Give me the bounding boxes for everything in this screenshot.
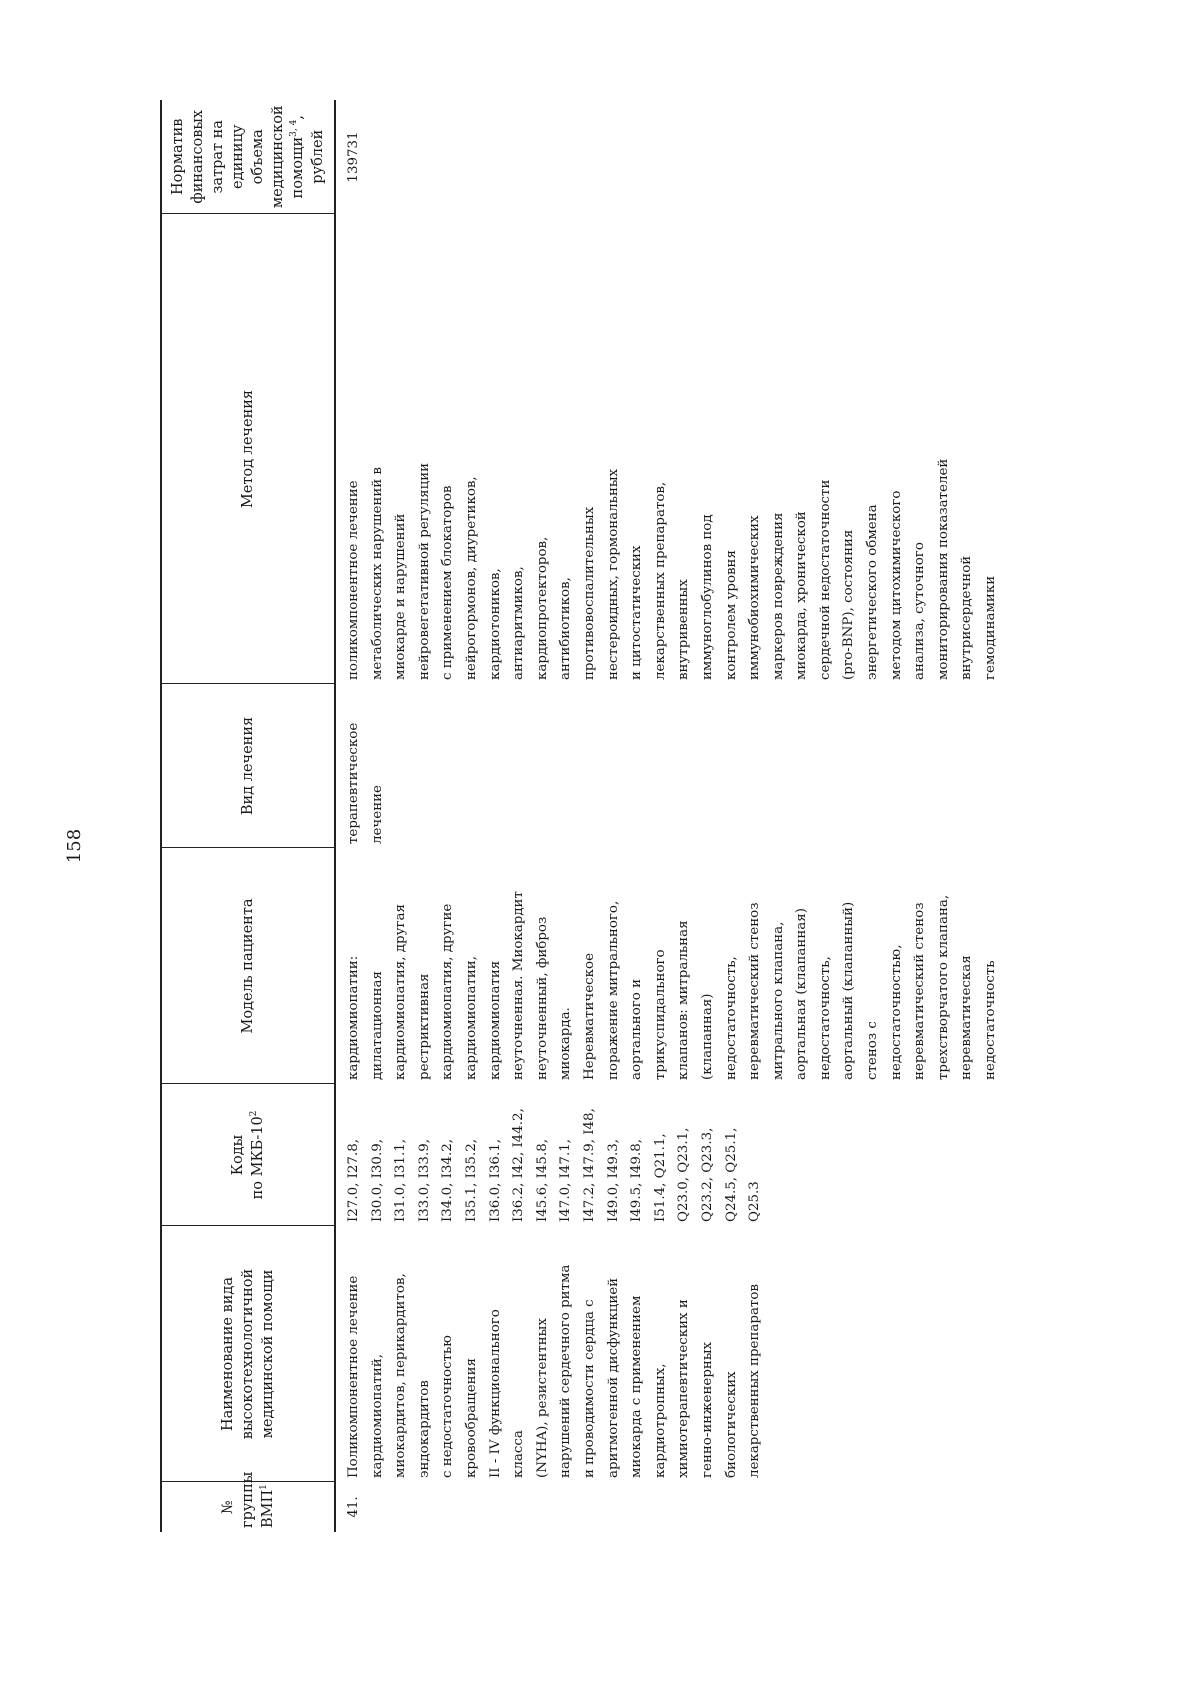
cell-line: кардиомиопатии: [346,955,361,1080]
cell-line: иммунобиохимических [747,515,763,680]
cell-line: (pro-BNP), состояния [841,529,857,680]
cell-line: гемодинамики [983,575,999,680]
cell-line: метаболических нарушений в [369,467,385,680]
cell-line: кардиотропных, [652,1363,668,1478]
cell-line: внутривенных [676,579,692,680]
cell-line: антиаритмиков, [511,566,527,680]
cell-line: стеноз с [865,1021,881,1080]
cell-line: с применением блокаторов [440,485,456,680]
cell-line: I49.0, I49.3, [605,1139,621,1222]
cell-line: аритмогенной дисфункцией [605,1277,621,1478]
cell-line: Q25.3 [747,1181,763,1222]
cell-line: миокардитов, перикардитов, [393,1273,409,1478]
cell-line: неуточненная. Миокардит [511,891,527,1080]
cell-codes [335,1084,1003,1226]
cell-line: неревматический стеноз [747,902,763,1080]
cell-line: недостаточность, [817,956,833,1080]
cell-line: (NYHA), резистентных [534,1318,550,1478]
cell-line: противовоспалительных [581,506,597,680]
cell-line: I36.0, I36.1, [487,1139,503,1222]
cell-line: анализа, суточного [912,542,928,680]
cell-line: кардиомиопатий, [369,1354,385,1478]
cell-line: эндокардитов [416,1380,432,1478]
cell-line: нестероидных, гормональных [605,468,621,680]
cell-line: I30.0, I30.9, [369,1139,385,1222]
cell-name [335,1226,1003,1482]
header-type: Вид лечения [161,684,335,848]
cell-line: I36.2, I42, I44.2, [511,1108,527,1222]
cell-line: аортального и [629,978,645,1080]
cell-line: и цитостатических [629,545,645,680]
cell-line: миокарда. [558,1007,574,1080]
cell-line: терапевтическое [346,722,361,844]
cell-line: методом цитохимического [888,490,904,680]
cell-group-no: 41. [346,1496,361,1518]
cell-line: рестриктивная [416,973,432,1080]
cell-line: неревматический стеноз [912,902,928,1080]
cell-type [335,684,1003,848]
cell-model [335,848,1003,1084]
header-group-no: № группы ВМП$^1$ [161,1482,335,1532]
cell-line: поликомпонентное лечение [346,480,361,680]
cell-line: нарушений сердечного ритма [558,1264,574,1478]
cell-line: поражение митрального, [605,900,621,1080]
cell-line: (клапанная) [699,993,715,1080]
cell-line: клапанов: митральная [676,920,692,1080]
cell-line: I27.0, I27.8, [346,1139,361,1222]
header-method: Метод лечения [161,214,335,684]
cell-line: нейрогормонов, диуретиков, [463,476,479,680]
cell-line: I31.0, I31.1, [393,1139,409,1222]
cell-line: II - IV функционального [487,1309,503,1478]
cell-line: трикуспидального [652,949,668,1080]
table-row [335,100,1003,1532]
cell-line: маркеров повреждения [770,512,786,680]
cell-line: митрального клапана, [770,921,786,1080]
cell-line: генно-инженерных [699,1341,715,1478]
cell-line: сердечной недостаточности [817,479,833,680]
cell-line: I35.1, I35.2, [463,1139,479,1222]
cell-line: мониторирования показателей [935,458,951,680]
cell-line: аортальная (клапанная) [794,908,810,1080]
cell-line: антибиотиков, [558,577,574,680]
rotated-table-wrapper [160,100,999,1532]
cell-line: кардиомиопатия, другая [393,904,409,1080]
cell-line: внутрисердечной [959,555,975,680]
cell-norm: 139731 [346,131,361,183]
cell-line: Поликомпонентное лечение [346,1275,361,1478]
cell-line: химиотерапевтических и [676,1299,692,1478]
header-model: Модель пациента [161,848,335,1084]
cell-line: класса [511,1430,527,1478]
cell-line: трехстворчатого клапана, [935,894,951,1080]
cell-line: кардиомиопатии, [463,956,479,1080]
cell-line: Q23.0, Q23.1, [676,1127,692,1222]
cell-line: миокарде и нарушений [393,513,409,680]
cell-line: кардиотоников, [487,568,503,680]
table-header-row [161,100,335,1532]
cell-method [335,214,1003,684]
vmp-table [160,100,1003,1532]
cell-line: аортальный (клапанный) [841,901,857,1080]
cell-line: I51.4, Q21.1, [652,1133,668,1222]
cell-line: миокарда с применением [629,1295,645,1478]
cell-line: энергетического обмена [865,504,881,680]
cell-line: кардиомиопатия [487,960,503,1080]
cell-line: нейровегетативной регуляции [416,462,432,680]
header-norm: Норматив финансовых затрат на единицу объема медицинской помощи$^{3, 4}$, рублей [161,100,335,214]
cell-line: неуточненный, фиброз [534,916,550,1080]
cell-line: неревматическая [959,955,975,1080]
cell-line: Q24.5, Q25.1, [723,1127,739,1222]
header-codes: Коды по МКБ-$10^2$ [161,1084,335,1226]
cell-line: I33.0, I33.9, [416,1139,432,1222]
cell-line: кардиомиопатия, другие [440,903,456,1080]
cell-line: недостаточность, [723,956,739,1080]
header-name: Наименование вида высокотехнологичной медицинской помощи [161,1226,335,1482]
cell-line: кардиопротекторов, [534,536,550,680]
cell-line: кровообращения [463,1358,479,1478]
cell-line: с недостаточностью [440,1335,456,1478]
cell-line: контролем уровня [723,550,739,680]
cell-line: миокарда, хронической [794,511,810,680]
cell-line: лекарственных препаратов, [652,481,668,680]
cell-line: I49.5, I49.8, [629,1139,645,1222]
cell-line: I47.0, I47.1, [558,1139,574,1222]
cell-line: и проводимости сердца с [581,1299,597,1478]
cell-line: лечение [369,785,385,844]
cell-line: иммуноглобулинов под [699,514,715,680]
cell-line: биологических [723,1371,739,1478]
cell-line: Q23.2, Q23.3, [699,1127,715,1222]
cell-line: недостаточностью, [888,944,904,1080]
cell-line: дилатационная [369,971,385,1080]
cell-line: I34.0, I34.2, [440,1139,456,1222]
cell-line: I47.2, I47.9, I48, [581,1108,597,1222]
cell-line: лекарственных препаратов [747,1284,763,1478]
page-number: 158 [64,828,85,864]
cell-line: I45.6, I45.8, [534,1139,550,1222]
cell-line: Неревматическое [581,952,597,1080]
cell-line: недостаточность [983,960,999,1080]
